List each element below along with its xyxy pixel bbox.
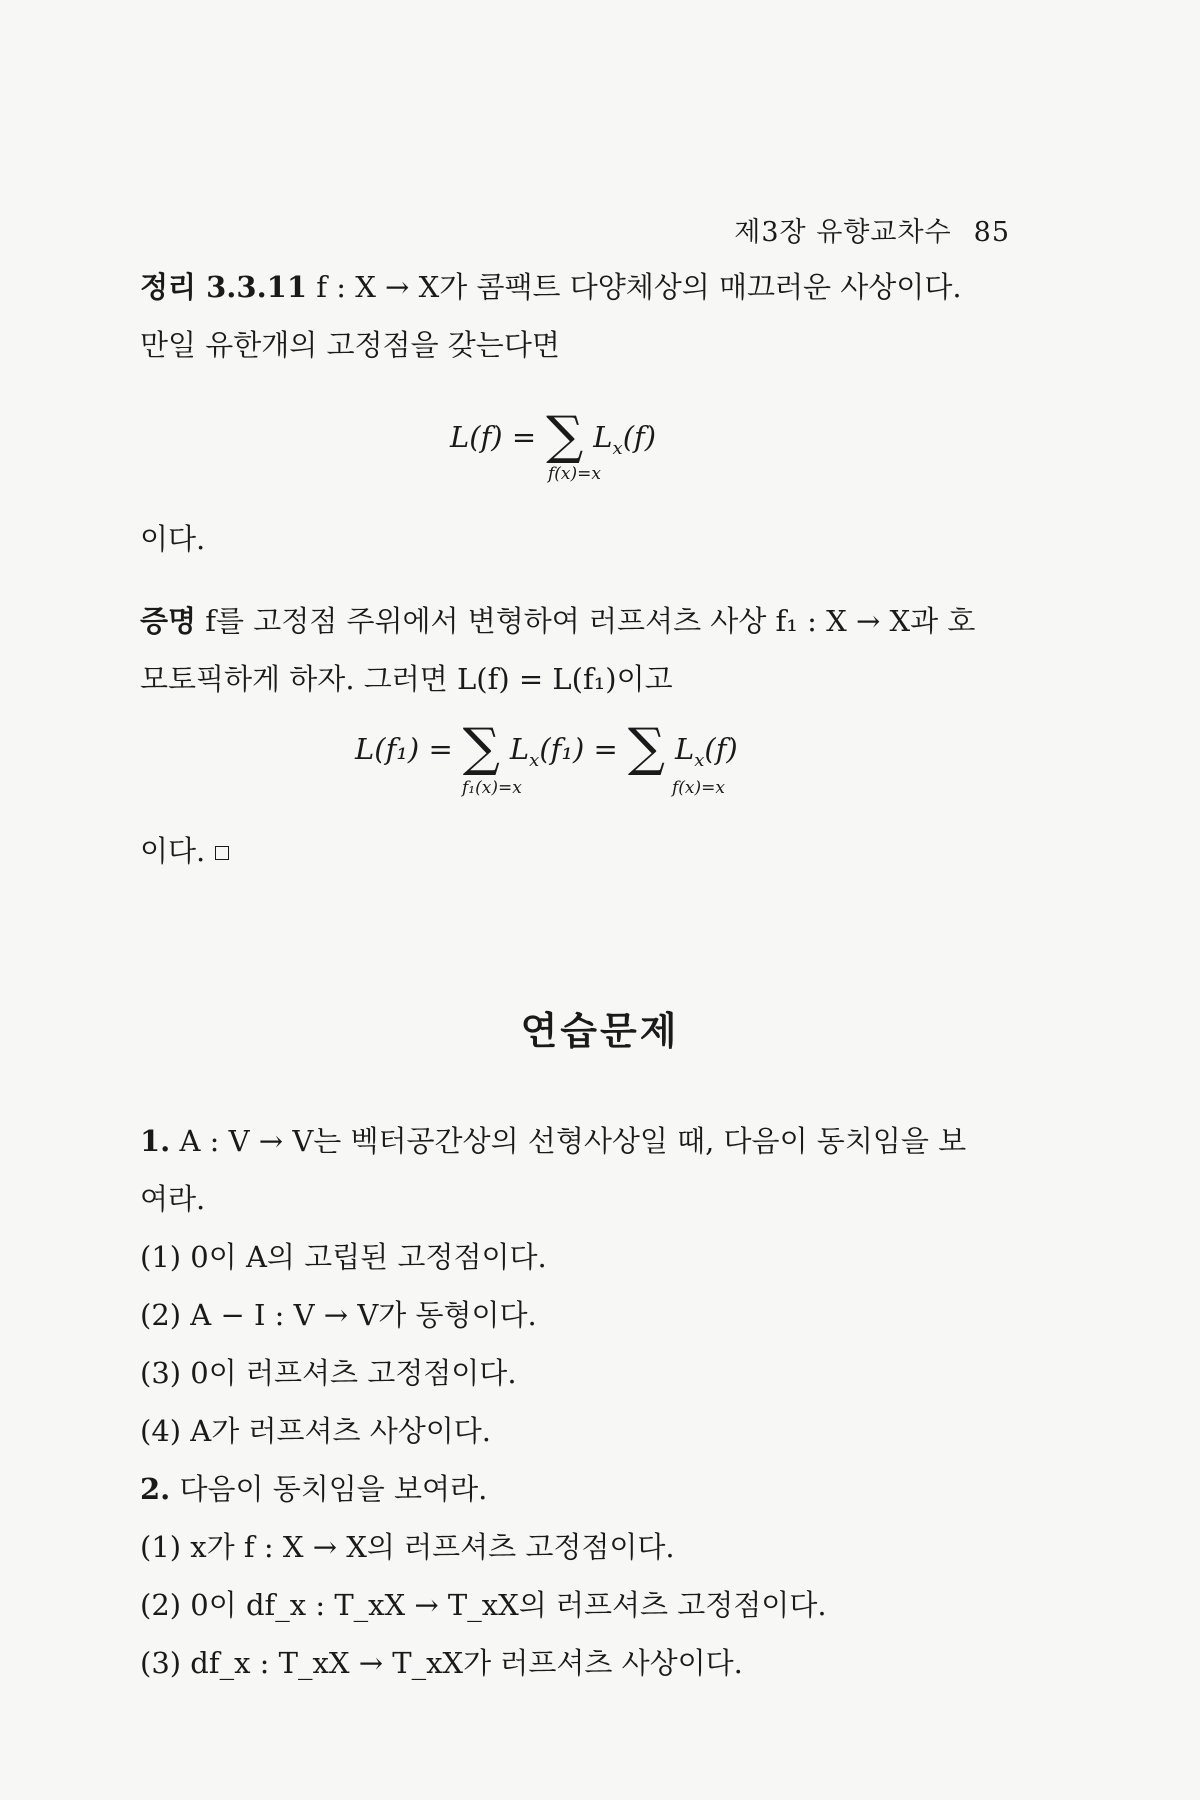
- proof-closing-line: [140, 822, 1020, 880]
- exercise-1-statement-2: 여라.: [140, 1182, 206, 1216]
- proof-line-1: f를 고정점 주위에서 변형하여 러프셔츠 사상 f₁ : X → X과 호: [205, 604, 976, 638]
- proof-equation: [355, 712, 738, 778]
- proof-eq-2: L: [509, 732, 530, 766]
- proof-eq-3-end: (f): [704, 732, 738, 766]
- eq-summation-index: f(x)=x: [548, 464, 601, 484]
- exercise-2-item: (2) 0이 df_x : T_xX → T_xX의 러프셔츠 고정점이다.: [140, 1588, 827, 1622]
- exercise-1: [140, 1112, 1020, 1460]
- summation-sign-2: ∑: [627, 718, 665, 778]
- exercise-2: [140, 1460, 1020, 1692]
- eq-left: L(f) =: [450, 420, 537, 454]
- proof-text: [140, 592, 1020, 708]
- theorem-statement: [140, 258, 1020, 374]
- exercise-1-number: 1.: [140, 1124, 171, 1158]
- summation-sign: ∑: [546, 406, 584, 466]
- proof-eq-2-sub: x: [529, 749, 540, 771]
- exercise-2-number: 2.: [140, 1472, 171, 1506]
- exercise-1-statement-1: A : V → V는 벡터공간상의 선형사상일 때, 다음이 동치임을 보: [179, 1124, 967, 1158]
- proof-label: 증명: [140, 604, 197, 638]
- eq-right: L: [593, 420, 613, 454]
- theorem-equation: [450, 400, 657, 466]
- section-title: 연습문제: [520, 1008, 680, 1053]
- qed-square-icon: [215, 846, 229, 860]
- eq-right-end: (f): [622, 420, 657, 454]
- proof-summation-index-2: f(x)=x: [672, 778, 725, 798]
- theorem-closing: 이다.: [140, 522, 206, 556]
- proof-line-2: 모토픽하게 하자. 그러면 L(f) = L(f₁)이고: [140, 662, 673, 696]
- theorem-line-2: 만일 유한개의 고정점을 갖는다면: [140, 328, 560, 362]
- summation-sign-1: ∑: [462, 718, 500, 778]
- page-number: 85: [973, 217, 1010, 248]
- exercise-2-item: (3) df_x : T_xX → T_xX가 러프셔츠 사상이다.: [140, 1646, 743, 1680]
- proof-summation-index-1: f₁(x)=x: [462, 778, 522, 798]
- exercise-1-item: (3) 0이 러프셔츠 고정점이다.: [140, 1356, 517, 1390]
- exercise-1-item: (4) A가 러프셔츠 사상이다.: [140, 1414, 492, 1448]
- running-header: [734, 210, 1010, 249]
- exercise-1-item: (2) A − I : V → V가 동형이다.: [140, 1298, 537, 1332]
- chapter-title: 제3장 유향교차수: [734, 217, 952, 248]
- theorem-line-1: f : X → X가 콤팩트 다양체상의 매끄러운 사상이다.: [316, 270, 962, 304]
- exercise-2-statement: 다음이 동치임을 보여라.: [179, 1472, 488, 1506]
- proof-eq-1: L(f₁) =: [355, 732, 453, 766]
- exercise-2-item: (1) x가 f : X → X의 러프셔츠 고정점이다.: [140, 1530, 675, 1564]
- proof-eq-3: L: [674, 732, 695, 766]
- proof-closing: 이다.: [140, 834, 206, 868]
- proof-eq-2-end: (f₁) =: [539, 732, 618, 766]
- eq-right-sub: x: [612, 437, 623, 459]
- theorem-label: 정리 3.3.11: [140, 270, 308, 304]
- exercise-1-item: (1) 0이 A의 고립된 고정점이다.: [140, 1240, 547, 1274]
- proof-eq-3-sub: x: [694, 749, 705, 771]
